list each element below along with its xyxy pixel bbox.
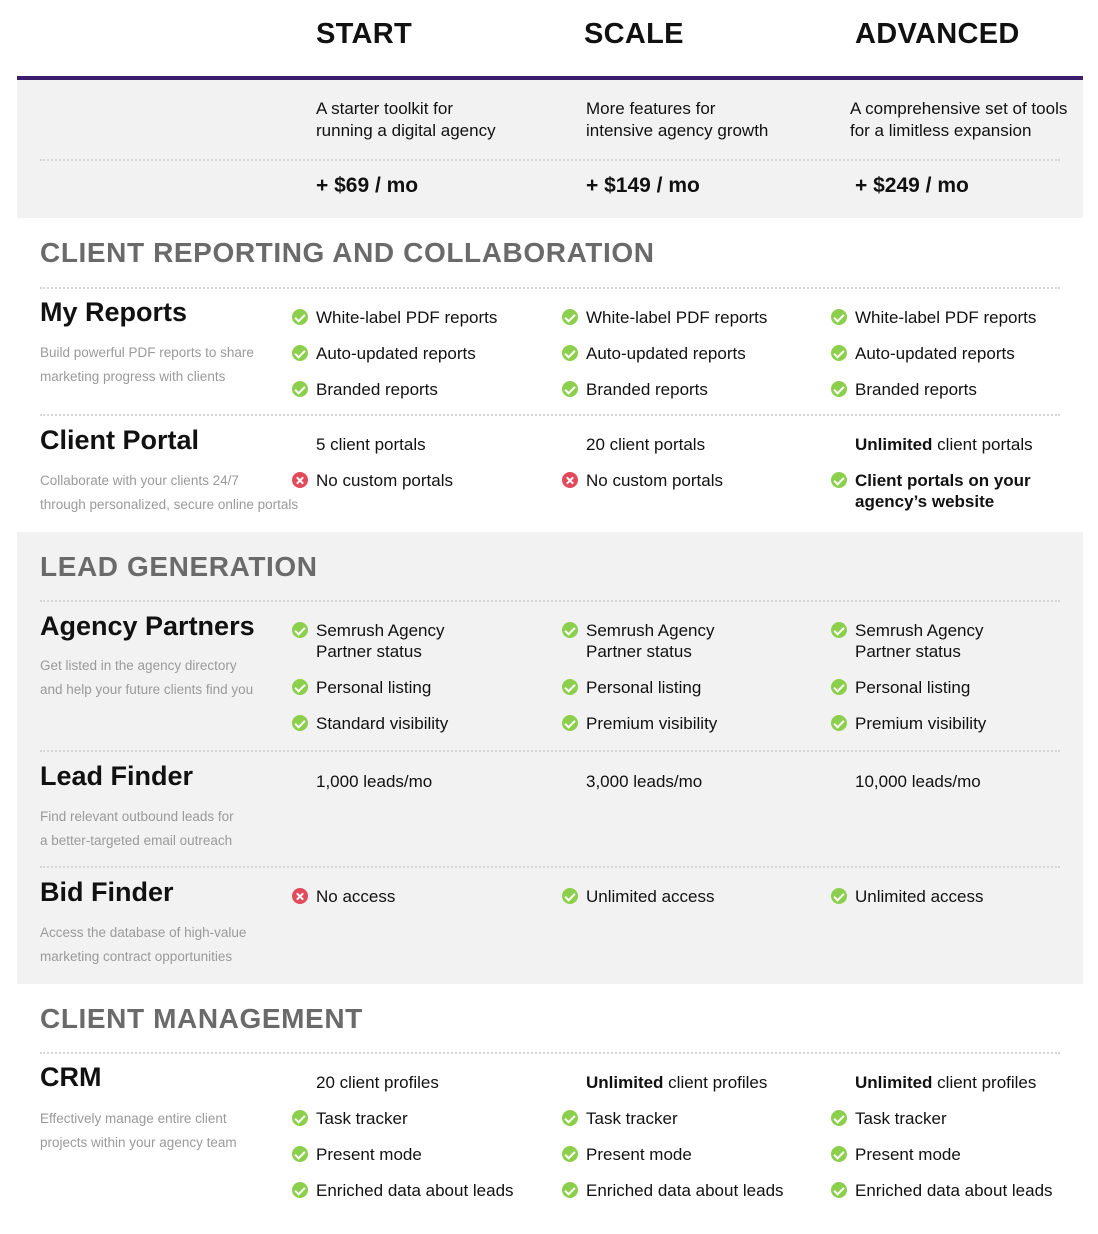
list-item: Personal listing — [292, 677, 547, 698]
plan-desc-scale: More features for intensive agency growth — [586, 99, 769, 140]
check-icon — [292, 1146, 308, 1162]
section-title-lead-generation: LEAD GENERATION — [40, 551, 318, 582]
list-item: Client portals on your agency’s website — [831, 470, 1091, 512]
list-item: Present mode — [562, 1144, 817, 1165]
list-item: 3,000 leads/mo — [586, 772, 703, 791]
list-item: White-label PDF reports — [831, 307, 1086, 328]
agency-partners-scale — [562, 620, 817, 749]
list-item: Task tracker — [562, 1108, 817, 1129]
feature-desc-agency-partners: Get listed in the agency directory and help your future clients find you — [40, 658, 254, 697]
check-icon — [562, 679, 578, 695]
list-item: Task tracker — [292, 1108, 547, 1129]
divider — [40, 287, 1060, 289]
check-icon — [562, 345, 578, 361]
check-icon — [292, 381, 308, 397]
list-item: 1,000 leads/mo — [316, 772, 433, 791]
divider — [40, 159, 1060, 161]
agency-partners-start — [292, 620, 547, 749]
list-item: Branded reports — [292, 379, 547, 400]
plan-name-scale: SCALE — [584, 18, 684, 50]
check-icon — [831, 679, 847, 695]
check-icon — [831, 715, 847, 731]
divider — [40, 1052, 1060, 1054]
check-icon — [292, 1110, 308, 1126]
check-icon — [831, 1146, 847, 1162]
list-item: Unlimited access — [831, 886, 1086, 907]
list-item: Personal listing — [831, 677, 1086, 698]
list-item: No access — [292, 886, 547, 907]
feature-desc-bid-finder: Access the database of high-value marketing contract opportunities — [40, 925, 247, 964]
list-item: Branded reports — [562, 379, 817, 400]
check-icon — [292, 309, 308, 325]
check-icon — [562, 309, 578, 325]
agency-partners-advanced — [831, 620, 1086, 749]
list-item: Enriched data about leads — [292, 1180, 547, 1201]
plan-name-start: START — [316, 18, 413, 50]
check-icon — [831, 309, 847, 325]
list-item: Semrush Agency Partner status — [831, 620, 1086, 662]
my-reports-start — [292, 307, 547, 415]
list-item: Standard visibility — [292, 713, 547, 734]
bid-finder-scale — [562, 886, 817, 922]
check-icon — [831, 888, 847, 904]
lead-finder-scale — [562, 771, 817, 807]
list-item: Present mode — [292, 1144, 547, 1165]
check-icon — [562, 1146, 578, 1162]
list-item: No custom portals — [292, 470, 547, 491]
plan-desc-start: A starter toolkit for running a digital agency — [316, 99, 496, 140]
check-icon — [292, 622, 308, 638]
divider — [40, 866, 1060, 868]
bid-finder-start — [292, 886, 547, 922]
list-item: Unlimited client profiles — [855, 1073, 1037, 1092]
list-item: 20 client profiles — [316, 1073, 439, 1092]
divider — [40, 600, 1060, 602]
client-portal-advanced — [831, 434, 1091, 527]
list-item: 20 client portals — [586, 435, 706, 454]
check-icon — [831, 472, 847, 488]
plan-price-start: + $69 / mo — [316, 174, 419, 197]
client-portal-start — [292, 434, 547, 506]
lead-finder-start — [292, 771, 547, 807]
crm-advanced — [831, 1072, 1091, 1216]
plan-desc-advanced: A comprehensive set of tools for a limitless expansion — [850, 99, 1068, 140]
list-item: Personal listing — [562, 677, 817, 698]
feature-title-crm: CRM — [40, 1062, 102, 1092]
check-icon — [831, 381, 847, 397]
cross-icon — [292, 472, 308, 488]
list-item: 10,000 leads/mo — [855, 772, 981, 791]
my-reports-scale — [562, 307, 817, 415]
section-title-reporting: CLIENT REPORTING AND COLLABORATION — [40, 237, 655, 268]
lead-finder-advanced — [831, 771, 1086, 807]
client-portal-scale — [562, 434, 817, 506]
list-item: Premium visibility — [562, 713, 817, 734]
check-icon — [831, 1182, 847, 1198]
list-item: Auto-updated reports — [562, 343, 817, 364]
feature-desc-client-portal: Collaborate with your clients 24/7 through personalized, secure online portals — [40, 473, 299, 512]
list-item: Premium visibility — [831, 713, 1086, 734]
plan-price-advanced: + $249 / mo — [855, 174, 969, 197]
feature-desc-crm: Effectively manage entire client projects within your agency team — [40, 1111, 237, 1150]
list-item: Auto-updated reports — [292, 343, 547, 364]
list-item: Branded reports — [831, 379, 1086, 400]
check-icon — [831, 345, 847, 361]
check-icon — [831, 622, 847, 638]
crm-start — [292, 1072, 547, 1216]
divider — [40, 750, 1060, 752]
divider — [40, 414, 1060, 416]
list-item: Task tracker — [831, 1108, 1091, 1129]
list-item: Enriched data about leads — [562, 1180, 817, 1201]
feature-title-client-portal: Client Portal — [40, 425, 200, 455]
check-icon — [292, 679, 308, 695]
check-icon — [562, 1110, 578, 1126]
cross-icon — [562, 472, 578, 488]
section-title-client-management: CLIENT MANAGEMENT — [40, 1003, 363, 1034]
check-icon — [292, 1182, 308, 1198]
list-item: Unlimited client portals — [855, 435, 1033, 454]
list-item: Enriched data about leads — [831, 1180, 1091, 1201]
check-icon — [562, 1182, 578, 1198]
feature-title-bid-finder: Bid Finder — [40, 877, 174, 907]
check-icon — [562, 622, 578, 638]
check-icon — [562, 381, 578, 397]
feature-desc-lead-finder: Find relevant outbound leads for a better-targeted email outreach — [40, 809, 234, 848]
cross-icon — [292, 888, 308, 904]
list-item: Unlimited client profiles — [586, 1073, 768, 1092]
list-item: White-label PDF reports — [562, 307, 817, 328]
crm-scale — [562, 1072, 817, 1216]
feature-desc-my-reports: Build powerful PDF reports to share marketing progress with clients — [40, 345, 254, 384]
check-icon — [292, 345, 308, 361]
list-item: Auto-updated reports — [831, 343, 1086, 364]
list-item: Semrush Agency Partner status — [562, 620, 817, 662]
check-icon — [562, 715, 578, 731]
my-reports-advanced — [831, 307, 1086, 415]
check-icon — [292, 715, 308, 731]
bid-finder-advanced — [831, 886, 1086, 922]
feature-title-my-reports: My Reports — [40, 297, 188, 327]
feature-title-lead-finder: Lead Finder — [40, 761, 194, 791]
list-item: White-label PDF reports — [292, 307, 547, 328]
list-item: Semrush Agency Partner status — [292, 620, 547, 662]
plan-price-scale: + $149 / mo — [586, 174, 700, 197]
list-item: 5 client portals — [316, 435, 426, 454]
check-icon — [831, 1110, 847, 1126]
list-item: No custom portals — [562, 470, 817, 491]
plan-name-advanced: ADVANCED — [855, 18, 1020, 50]
feature-title-agency-partners: Agency Partners — [40, 611, 255, 641]
check-icon — [562, 888, 578, 904]
list-item: Present mode — [831, 1144, 1091, 1165]
list-item: Unlimited access — [562, 886, 817, 907]
